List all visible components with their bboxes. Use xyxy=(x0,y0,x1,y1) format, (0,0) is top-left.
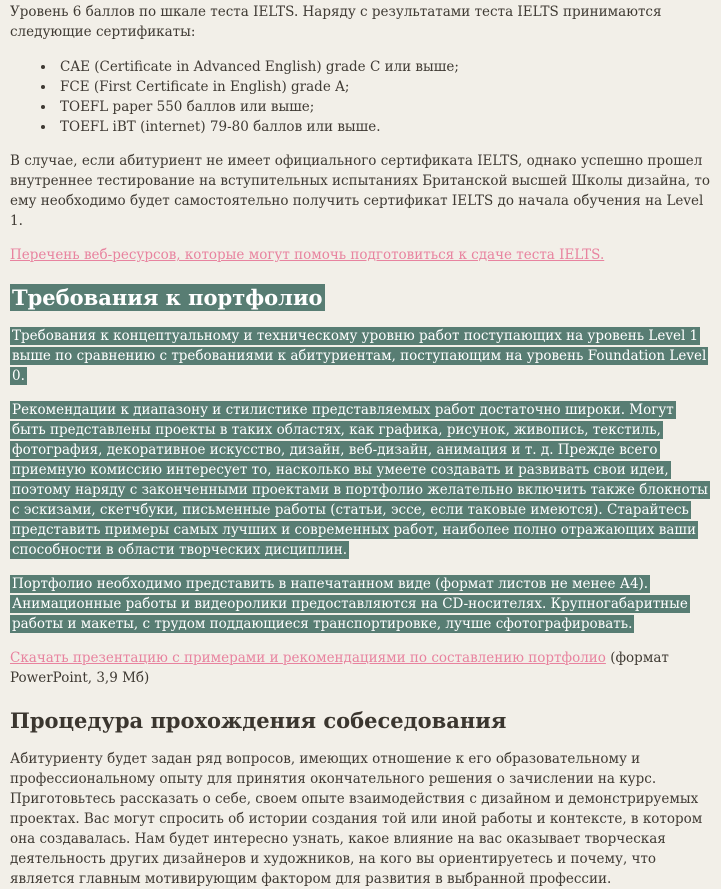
portfolio-level-comparison-paragraph xyxy=(10,326,711,386)
certificate-list xyxy=(10,57,711,137)
presentation-file-note: (формат PowerPoint, 3,9 Мб) xyxy=(10,650,669,686)
article-content xyxy=(10,2,711,889)
interview-paragraph: Абитуриенту будет задан ряд вопросов, имеющих отношение к его образовательному и профессиональному опыту для принятия окончательного решения о зачислении на курс. Приготовьтесь рассказать о себе, своем опыте взаимодействия с дизайном и демонстрируемых проектах. Вас могут спросить об истории создания той или иной работы и контексте, в котором она создавалась. Нам будет интересно узнать, какое влияние на вас оказывает творческая деятельность других дизайнеров и художников, на кого вы ориентируетесь и почему, что является главным мотивирующим фактором для развития в выбранной профессии. xyxy=(10,751,703,887)
certificate-item-cae: • CAE (Certificate in Advanced English) grade C или выше; xyxy=(56,57,711,77)
ielts-resources-link-paragraph xyxy=(10,245,711,265)
certificate-item-toefl-ibt: • TOEFL iBT (internet) 79-80 баллов или выше. xyxy=(56,117,711,137)
presentation-link-paragraph xyxy=(10,648,711,688)
certificate-item-toefl-paper: • TOEFL paper 550 баллов или выше; xyxy=(56,97,711,117)
intro-paragraph: Уровень 6 баллов по шкале теста IELTS. Наряду с результатами теста IELTS принимаются следующие сертификаты: xyxy=(10,4,662,40)
no-certificate-paragraph: В случае, если абитуриент не имеет официального сертификата IELTS, однако успешно прошел внутреннее тестирование на вступительных испытаниях Британской высшей Школы дизайна, то ему необходимо будет самостоятельно получить сертификат IELTS до начала обучения на Level 1. xyxy=(10,153,711,229)
interview-heading: Процедура прохождения собеседования xyxy=(10,708,507,733)
ielts-resources-link[interactable]: Перечень веб-ресурсов, которые могут помочь подготовиться к сдаче теста IELTS. xyxy=(10,247,605,263)
portfolio-format-paragraph xyxy=(10,574,711,634)
portfolio-format-highlight: Портфолио необходимо представить в напечатанном виде (формат листов не менее А4). Анимационные работы и видеоролики предоставляются на CD-носителях. Крупногабаритные работы и макеты, с трудом поддающиеся транспортировке, лучше сфотографировать. xyxy=(12,576,688,632)
certificate-item-fce: • FCE (First Certificate in English) grade A; xyxy=(56,77,711,97)
portfolio-heading-highlight: Требования к портфолио xyxy=(12,285,323,310)
portfolio-level-comparison-highlight: Требования к концептуальному и техническому уровню работ поступающих на уровень Level 1 выше по сравнению с требованиями к абитуриентам, поступающим на уровень Foundation Level 0. xyxy=(12,328,707,384)
portfolio-recommendations-paragraph xyxy=(10,400,711,560)
portfolio-heading xyxy=(10,285,711,311)
presentation-download-link[interactable]: Скачать презентацию с примерами и рекомендациями по составлению портфолио xyxy=(10,650,606,666)
portfolio-recommendations-highlight: Рекомендации к диапазону и стилистике представляемых работ достаточно широки. Могут быть представлены проекты в таких областях, как графика, рисунок, живопись, текстиль, фотография, декоративное искусство, дизайн, веб-дизайн, анимация и т. д. Прежде всего приемную комиссию интересует то, насколько вы умеете создавать и развивать свои идеи, поэтому наряду с законченными проектами в портфолио желательно включить также блокноты с эскизами, скетчбуки, письменные работы (статьи, эссе, если таковые имеются). Старайтесь представить примеры самых лучших и современных работ, наиболее полно отражающих ваши способности в области творческих дисциплин. xyxy=(12,402,708,558)
